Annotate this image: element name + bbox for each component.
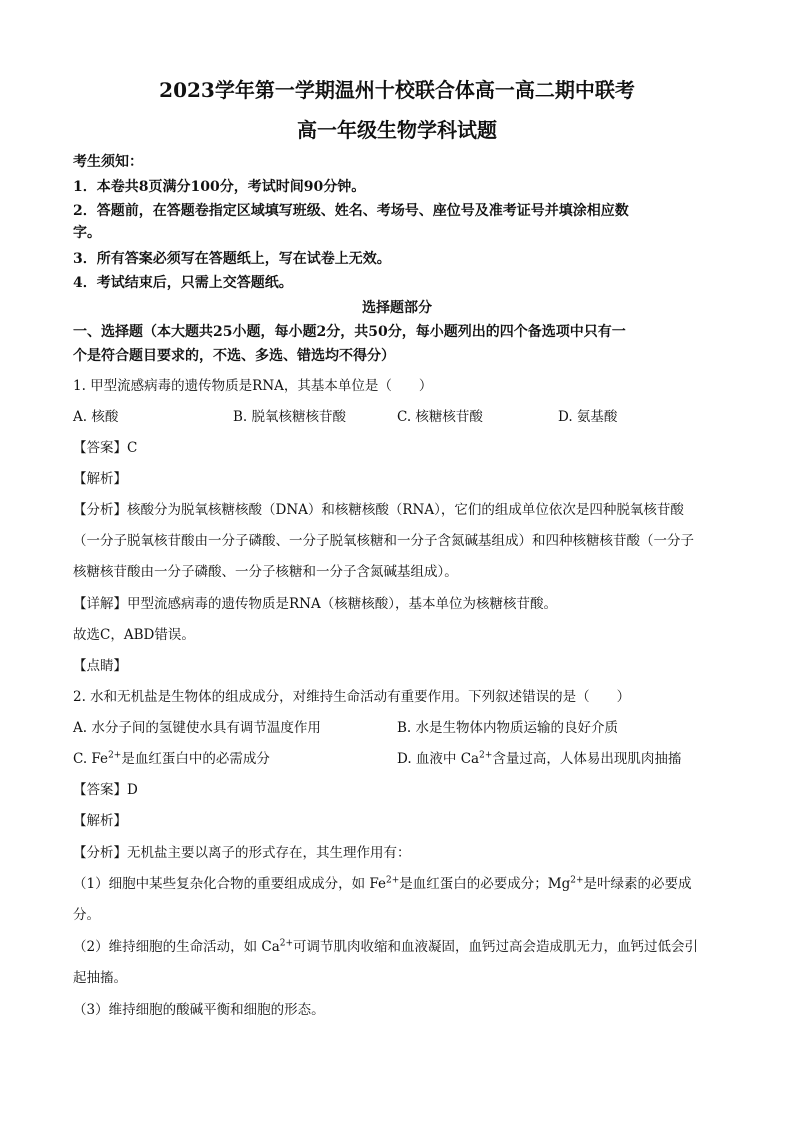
q2-point-3: （3）维持细胞的酸碱平衡和细胞的形态。 — [73, 1002, 325, 1018]
q1-option-d: D. 氨基酸 — [558, 409, 618, 425]
q2-point-1-mid: 是血红蛋白的必要成分；Mg — [399, 876, 571, 892]
q2-point-2 — [73, 935, 723, 955]
fenxi-tag: 【分析】 — [73, 502, 127, 518]
q1-stem: 1. 甲型流感病毒的遗传物质是RNA，其基本单位是（ ） — [73, 378, 433, 394]
fenxi-tag: 【分析】 — [73, 845, 127, 861]
notice-item-1: 1．本卷共8页满分100分，考试时间90分钟。 — [73, 179, 366, 195]
q2-stem: 2. 水和无机盐是生物体的组成成分，对维持生命活动有重要作用。下列叙述错误的是（ ） — [73, 689, 631, 705]
fenxi-text: 无机盐主要以离子的形式存在，其生理作用有： — [127, 845, 411, 861]
q2-option-d-pre: D. 血液中 Ca — [397, 751, 480, 767]
detail-text: 甲型流感病毒的遗传物质是RNA（核糖核酸），基本单位为核糖核苷酸。 — [127, 596, 557, 612]
q2-point-1 — [73, 872, 723, 892]
notice-item-3: 3．所有答案必须写在答题纸上，写在试卷上无效。 — [73, 251, 391, 267]
q1-fenxi-3: 核糖核苷酸由一分子磷酸、一分子核糖和一分子含氮碱基组成）。 — [73, 564, 458, 580]
q1-fenxi-2: （一分子脱氧核苷酸由一分子磷酸、一分子脱氧核糖和一分子含氮碱基组成）和四种核糖核苷酸（一分子 — [73, 533, 694, 549]
q2-point-1-sup1: 2+ — [386, 875, 400, 886]
q1-answer — [73, 436, 723, 456]
q2-option-c-pre: C. Fe — [73, 751, 109, 767]
section-intro-1: 一、选择题（本大题共25小题，每小题2分，共50分，每小题列出的四个备选项中只有一 — [73, 324, 626, 340]
q2-option-c — [73, 747, 270, 767]
q1-option-b: B. 脱氧核糖核苷酸 — [233, 409, 347, 425]
q2-point-1-cont: 分。 — [73, 907, 100, 923]
q1-option-a: A. 核酸 — [73, 409, 119, 425]
section-title: 选择题部分 — [362, 300, 432, 316]
notice-item-2-cont: 字。 — [73, 225, 101, 241]
q2-point-2-sup: 2+ — [279, 938, 294, 949]
exam-subtitle: 高一年级生物学科试题 — [297, 118, 497, 142]
q1-point-tag: 【点睛】 — [73, 658, 127, 674]
q1-conclusion: 故选C，ABD错误。 — [73, 627, 195, 643]
answer-value: D — [127, 782, 138, 798]
q2-analysis-tag: 【解析】 — [73, 813, 127, 829]
fenxi-text: 核酸分为脱氧核糖核酸（DNA）和核糖核酸（RNA），它们的组成单位依次是四种脱氧核苷酸 — [127, 502, 684, 518]
answer-tag: 【答案】 — [73, 782, 127, 798]
q2-option-c-post: 是血红蛋白中的必需成分 — [121, 751, 270, 767]
q1-detail — [73, 592, 723, 612]
q2-point-2-post: 可调节肌肉收缩和血液凝固，血钙过高会造成肌无力，血钙过低会引 — [293, 939, 699, 955]
exam-title: 2023学年第一学期温州十校联合体高一高二期中联考 — [159, 78, 635, 102]
section-intro-2: 个是符合题目要求的，不选、多选、错选均不得分） — [73, 348, 395, 364]
q2-point-1-post: 是叶绿素的必要成 — [583, 876, 692, 892]
q2-point-1-sup2: 2+ — [570, 875, 584, 886]
q2-point-1-pre: （1）细胞中某些复杂化合物的重要组成成分，如 Fe — [73, 876, 386, 892]
q2-option-d-post: 含量过高，人体易出现肌肉抽搐 — [492, 751, 682, 767]
q2-option-b: B. 水是生物体内物质运输的良好介质 — [397, 720, 619, 736]
q2-option-d — [397, 747, 681, 767]
q2-point-2-pre: （2）维持细胞的生命活动，如 Ca — [73, 939, 280, 955]
q1-fenxi-1 — [73, 498, 723, 518]
answer-value: C — [127, 440, 138, 456]
q1-option-c: C. 核糖核苷酸 — [397, 409, 483, 425]
q2-option-a: A. 水分子间的氢键使水具有调节温度作用 — [73, 720, 321, 736]
detail-tag: 【详解】 — [73, 596, 127, 612]
q2-fenxi-1 — [73, 841, 723, 861]
q2-option-c-sup: 2+ — [108, 750, 122, 761]
q2-option-d-sup: 2+ — [479, 750, 493, 761]
notice-item-4: 4．考试结束后，只需上交答题纸。 — [73, 275, 293, 291]
answer-tag: 【答案】 — [73, 440, 127, 456]
notice-heading: 考生须知： — [73, 154, 143, 170]
q2-answer — [73, 778, 723, 798]
q2-point-2-cont: 起抽搐。 — [73, 970, 127, 986]
notice-item-2: 2．答题前，在答题卷指定区域填写班级、姓名、考场号、座位号及准考证号并填涂相应数 — [73, 203, 629, 219]
q1-analysis-tag: 【解析】 — [73, 471, 127, 487]
